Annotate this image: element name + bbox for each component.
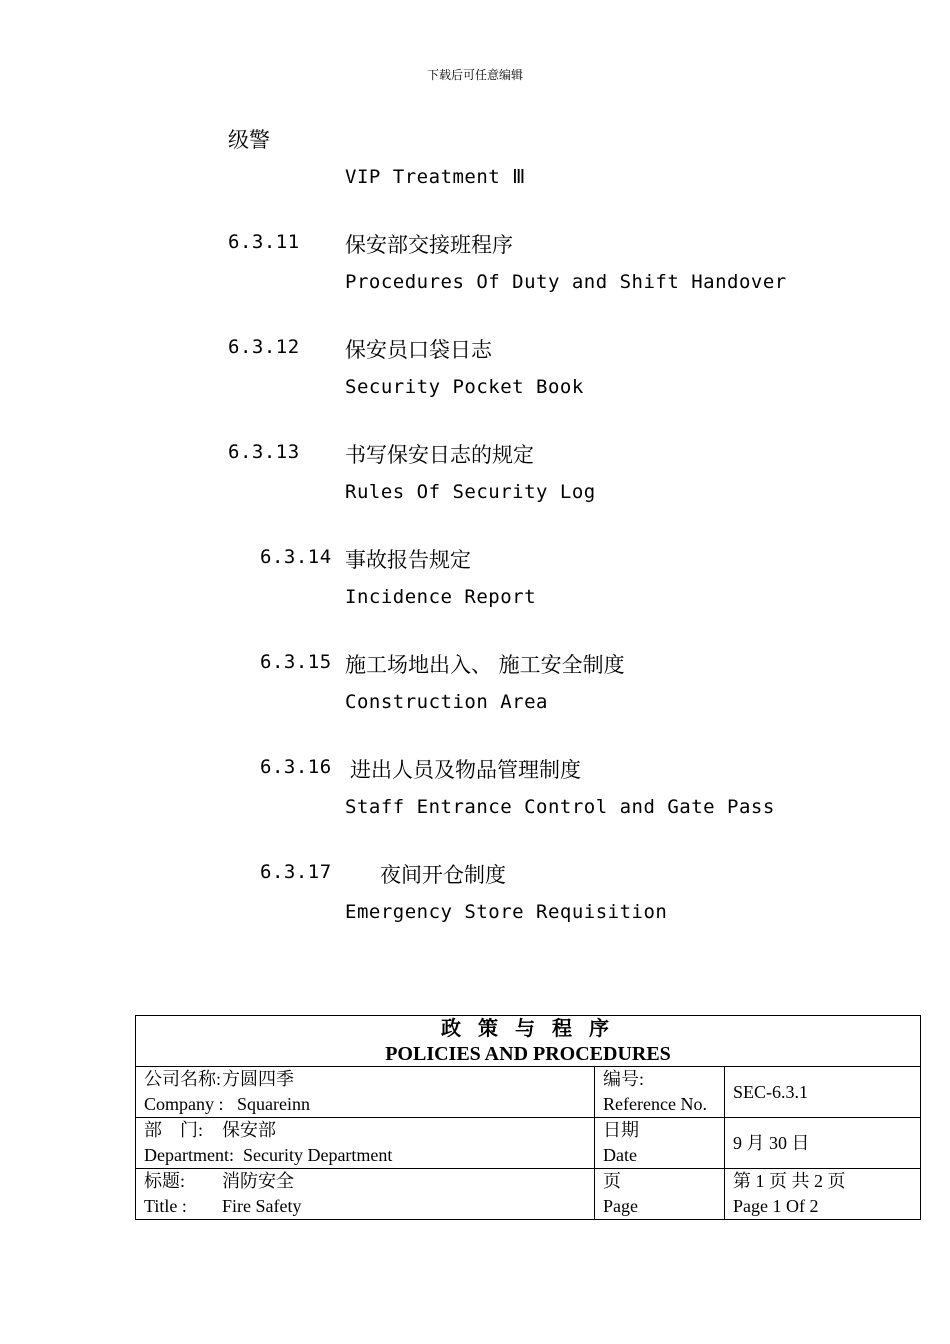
entry-title-cn: 保安部交接班程序 (345, 233, 513, 257)
title-value-en: Fire Safety (222, 1196, 302, 1216)
header-note: 下载后可任意编辑 (426, 68, 523, 82)
table-title-cell (136, 1016, 921, 1067)
reference-label-cell (595, 1067, 725, 1118)
date-label-en: Date (603, 1145, 637, 1165)
reference-label-cn: 编号: (603, 1069, 645, 1089)
entry-number: 6.3.17 (260, 861, 332, 883)
entry-number: 6.3.14 (260, 546, 332, 568)
reference-label-en: Reference No. (603, 1094, 707, 1114)
date-value: 9 月 30 日 (725, 1118, 921, 1169)
department-value-cn: 保安部 (222, 1120, 276, 1140)
policy-header-table (135, 1015, 921, 1220)
entry-number: 6.3.12 (228, 336, 300, 358)
entry-title-cn: 保安员口袋日志 (345, 338, 492, 362)
title-value-cn: 消防安全 (222, 1171, 294, 1191)
entry-title-cn: 夜间开仓制度 (380, 863, 506, 887)
date-label-cell (595, 1118, 725, 1169)
entry-number: 6.3.16 (260, 756, 332, 778)
entry-number: 6.3.13 (228, 441, 300, 463)
page-label-cell (595, 1169, 725, 1220)
title-cell (136, 1169, 595, 1220)
title-label-en: Title : (144, 1196, 187, 1216)
page-value-cn: 第 1 页 共 2 页 (733, 1171, 846, 1191)
entry-title-en: Security Pocket Book (345, 376, 584, 398)
entry-title-en: Construction Area (345, 691, 548, 713)
entry-number: 6.3.15 (260, 651, 332, 673)
continuation-en: VIP Treatment Ⅲ (345, 166, 526, 188)
reference-value: SEC-6.3.1 (725, 1067, 921, 1118)
department-cell (136, 1118, 595, 1169)
page-label-en: Page (603, 1196, 638, 1216)
company-cell (136, 1067, 595, 1118)
page-value-en: Page 1 Of 2 (733, 1196, 819, 1216)
date-label-cn: 日期 (603, 1120, 639, 1140)
company-value-en: Squareinn (237, 1094, 310, 1114)
department-label-en: Department: (144, 1145, 234, 1165)
page-label-cn: 页 (603, 1171, 621, 1191)
page-value-cell (725, 1169, 921, 1220)
department-value-en: Security Department (242, 1145, 393, 1165)
entry-title-en: Procedures Of Duty and Shift Handover (345, 271, 787, 293)
entry-title-cn: 进出人员及物品管理制度 (350, 758, 581, 782)
entry-title-cn: 书写保安日志的规定 (345, 443, 534, 467)
table-title-en: POLICIES AND PROCEDURES (385, 1043, 671, 1065)
entry-title-en: Rules Of Security Log (345, 481, 596, 503)
entry-title-cn: 施工场地出入、 施工安全制度 (345, 653, 625, 677)
company-value-cn: 方圆四季 (222, 1069, 294, 1089)
entry-title-en: Emergency Store Requisition (345, 901, 668, 923)
title-label-cn: 标题: (144, 1171, 186, 1191)
entry-number: 6.3.11 (228, 231, 300, 253)
entry-title-en: Staff Entrance Control and Gate Pass (345, 796, 775, 818)
company-label-cn: 公司名称: (144, 1069, 222, 1089)
department-label-cn: 部 门: (144, 1120, 204, 1140)
continuation-cn: 级警 (228, 128, 270, 152)
company-label-en: Company : (144, 1094, 224, 1114)
entry-title-cn: 事故报告规定 (345, 548, 471, 572)
entry-title-en: Incidence Report (345, 586, 537, 608)
table-title-cn: 政 策 与 程 序 (441, 1018, 616, 1040)
